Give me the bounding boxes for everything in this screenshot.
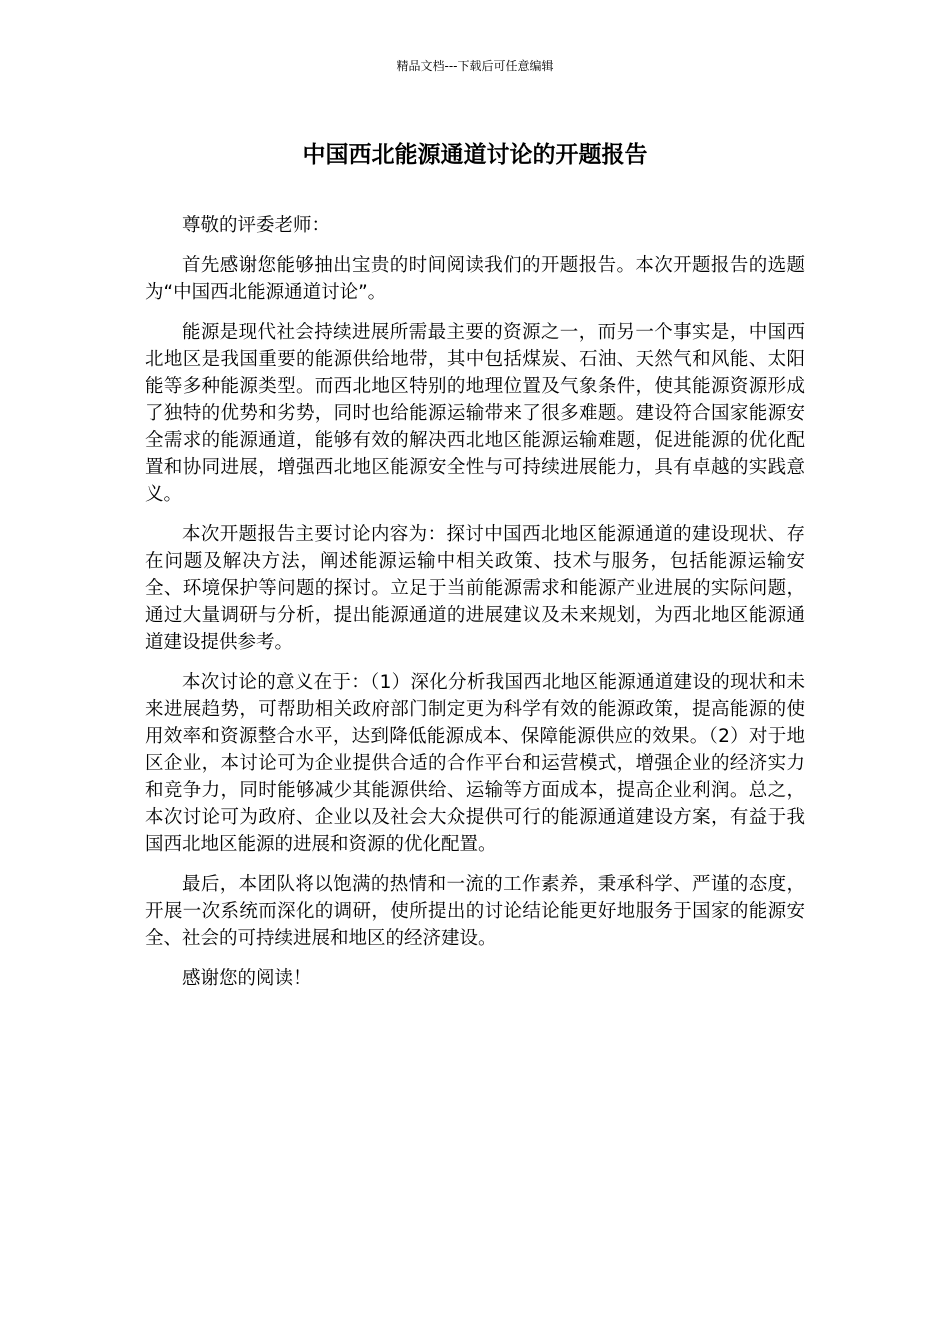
document-title: 中国西北能源通道讨论的开题报告 <box>302 142 648 168</box>
content-paragraph: 本次开题报告主要讨论内容为：探讨中国西北地区能源通道的建设现状、存在问题及解决方法，阐述能源运输中相关政策、技术与服务，包括能源运输安全、环境保护等问题的探讨。立足于当前能源需求和能源产业进展的实际问题，通过大量调研与分析，提出能源通道的进展建议及未来规划，为西北地区能源通道建设提供参考。 <box>145 524 805 653</box>
salutation-paragraph: 尊敬的评委老师： <box>182 215 331 236</box>
significance-paragraph: 本次讨论的意义在于：（1）深化分析我国西北地区能源通道建设的现状和未来进展趋势，可帮助相关政府部门制定更为科学有效的能源政策，提高能源的使用效率和资源整合水平，达到降低能源成本、保障能源供应的效果。（2）对于地区企业，本讨论可为企业提供合适的合作平台和运营模式，增强企业的经济实力和竞争力，同时能够减少其能源供给、运输等方面成本，提高企业利润。总之，本次讨论可为政府、企业以及社会大众提供可行的能源通道建设方案，有益于我国西北地区能源的进展和资源的优化配置。 <box>145 672 805 855</box>
closing-paragraph: 最后，本团队将以饱满的热情和一流的工作素养，秉承科学、严谨的态度，开展一次系统而深化的调研，使所提出的讨论结论能更好地服务于国家的能源安全、社会的可持续进展和地区的经济建设。 <box>145 874 805 949</box>
intro-paragraph: 首先感谢您能够抽出宝贵的时间阅读我们的开题报告。本次开题报告的选题为“中国西北能源通道讨论”。 <box>145 255 805 303</box>
document-body <box>145 212 805 1005</box>
header-note: 精品文档---下载后可任意编辑 <box>396 59 554 73</box>
background-paragraph: 能源是现代社会持续进展所需最主要的资源之一，而另一个事实是，中国西北地区是我国重要的能源供给地带，其中包括煤炭、石油、天然气和风能、太阳能等多种能源类型。而西北地区特别的地理位置及气象条件，使其能源资源形成了独特的优势和劣势，同时也给能源运输带来了很多难题。建设符合国家能源安全需求的能源通道，能够有效的解决西北地区能源运输难题，促进能源的优化配置和协同进展，增强西北地区能源安全性与可持续进展能力，具有卓越的实践意义。 <box>145 322 805 505</box>
thanks-paragraph: 感谢您的阅读！ <box>182 968 312 989</box>
